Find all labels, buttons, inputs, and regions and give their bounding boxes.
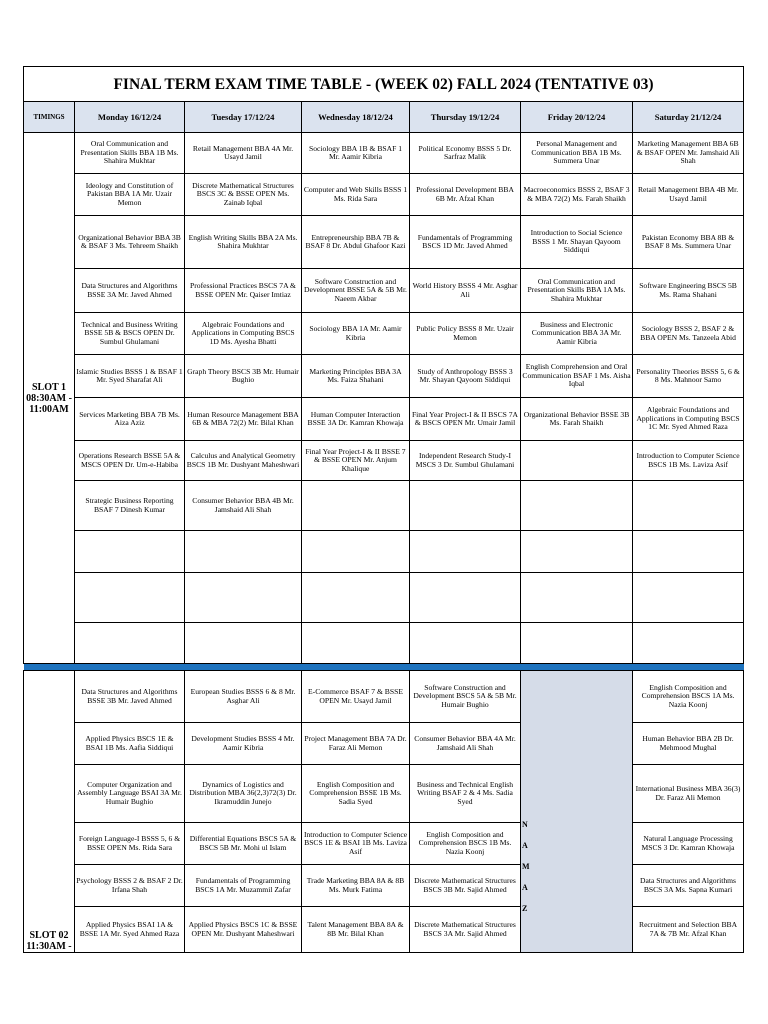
exam-cell: Differential Equations BSCS 5A & BSCS 5B Mr. Mohi ul Islam — [185, 823, 302, 865]
table-row — [24, 355, 744, 398]
table-row — [24, 823, 744, 865]
slot-1-name: SLOT 1 — [32, 381, 66, 393]
exam-cell: Development Studies BSSS 4 Mr. Aamir Kibria — [185, 723, 302, 765]
table-row — [24, 765, 744, 823]
exam-cell: Fundamentals of Programming BSCS 1A Mr. Muzammil Zafar — [185, 865, 302, 907]
exam-cell: Human Computer Interaction BSSE 3A Dr. Kamran Khowaja — [302, 398, 410, 441]
exam-cell — [75, 531, 185, 573]
slot-2-label — [24, 671, 75, 953]
exam-cell: Sociology BBA 1A Mr. Aamir Kibria — [302, 313, 410, 355]
exam-cell — [633, 623, 744, 664]
exam-cell: Study of Anthropology BSSS 3 Mr. Shayan Qayoom Siddiqui — [410, 355, 521, 398]
exam-cell — [302, 573, 410, 623]
exam-cell: Marketing Principles BBA 3A Ms. Faiza Shahani — [302, 355, 410, 398]
slot-separator — [24, 664, 744, 671]
exam-cell: Retail Management BBA 4B Mr. Usayd Jamil — [633, 174, 744, 216]
exam-cell: Applied Physics BSCS 1E & BSAI 1B Ms. Aafia Siddiqui — [75, 723, 185, 765]
exam-cell — [633, 531, 744, 573]
exam-cell — [410, 481, 521, 531]
exam-cell: Marketing Management BBA 6B & BSAF OPEN Mr. Jamshaid Ali Shah — [633, 133, 744, 174]
day-header-saturday: Saturday 21/12/24 — [633, 102, 744, 133]
exam-cell: Organizational Behavior BBA 3B & BSAF 3 Ms. Tehreem Shaikh — [75, 216, 185, 269]
table-row — [24, 133, 744, 174]
table-row — [24, 907, 744, 953]
table-row — [24, 573, 744, 623]
exam-cell: Software Construction and Development BSCS 5A & 5B Mr. Humair Bughio — [410, 671, 521, 723]
exam-cell: Psychology BSSS 2 & BSAF 2 Dr. Irfana Shah — [75, 865, 185, 907]
exam-cell: Introduction to Computer Science BSCS 1E & BSAI 1B Ms. Laviza Asif — [302, 823, 410, 865]
exam-cell: Human Behavior BBA 2B Dr. Mehmood Mughal — [633, 723, 744, 765]
exam-cell: Technical and Business Writing BSSE 5B & BSCS OPEN Dr. Sumbul Ghulamani — [75, 313, 185, 355]
day-header-tuesday: Tuesday 17/12/24 — [185, 102, 302, 133]
exam-cell: Natural Language Processing MSCS 3 Dr. Kamran Khowaja — [633, 823, 744, 865]
exam-cell: World History BSSS 4 Mr. Asghar Ali — [410, 269, 521, 313]
exam-cell: Sociology BBA 1B & BSAF 1 Mr. Aamir Kibria — [302, 133, 410, 174]
exam-cell — [410, 531, 521, 573]
exam-cell: Discrete Mathematical Structures BSCS 3B Mr. Sajid Ahmed — [410, 865, 521, 907]
timetable — [23, 66, 744, 953]
day-header-friday: Friday 20/12/24 — [521, 102, 633, 133]
table-row — [24, 671, 744, 723]
table-row — [24, 531, 744, 573]
exam-cell: Discrete Mathematical Structures BSCS 3C & BSSE OPEN Ms. Zainab Iqbal — [185, 174, 302, 216]
exam-cell: Professional Development BBA 6B Mr. Afzal Khan — [410, 174, 521, 216]
exam-cell: Foreign Language-I BSSS 5, 6 & BSSE OPEN Ms. Rida Sara — [75, 823, 185, 865]
exam-cell — [302, 623, 410, 664]
exam-cell: Personality Theories BSSS 5, 6 & 8 Ms. Mahnoor Samo — [633, 355, 744, 398]
exam-cell: Algebraic Foundations and Applications in Computing BSCS 1C Mr. Syed Ahmed Raza — [633, 398, 744, 441]
exam-cell: Entrepreneurship BBA 7B & BSAF 8 Dr. Abdul Ghafoor Kazi — [302, 216, 410, 269]
table-row — [24, 269, 744, 313]
exam-cell: Operations Research BSSE 5A & MSCS OPEN Dr. Um-e-Habiba — [75, 441, 185, 481]
slot-2-time: 11:30AM - — [26, 941, 72, 952]
exam-cell — [302, 531, 410, 573]
exam-cell — [75, 573, 185, 623]
table-row — [24, 441, 744, 481]
exam-cell — [185, 623, 302, 664]
exam-cell: Software Engineering BSCS 5B Ms. Rama Shahani — [633, 269, 744, 313]
table-row — [24, 398, 744, 441]
exam-cell: English Writing Skills BBA 2A Ms. Shahira Mukhtar — [185, 216, 302, 269]
slot-2-name: SLOT 02 — [29, 930, 69, 941]
exam-cell: Consumer Behavior BBA 4A Mr. Jamshaid Ali Shah — [410, 723, 521, 765]
timetable-sheet — [23, 66, 743, 953]
exam-cell: Data Structures and Algorithms BSCS 3A Ms. Sapna Kumari — [633, 865, 744, 907]
exam-cell — [521, 441, 633, 481]
exam-cell: English Composition and Comprehension BSSE 1B Ms. Sadia Syed — [302, 765, 410, 823]
exam-cell — [521, 573, 633, 623]
exam-cell: Graph Theory BSCS 3B Mr. Humair Bughio — [185, 355, 302, 398]
exam-cell: Data Structures and Algorithms BSSE 3A Mr. Javed Ahmed — [75, 269, 185, 313]
exam-cell: English Composition and Comprehension BSCS 1B Ms. Nazia Koonj — [410, 823, 521, 865]
exam-cell — [302, 481, 410, 531]
exam-cell: English Comprehension and Oral Communication BSAF 1 Ms. Aisha Iqbal — [521, 355, 633, 398]
namaz-letter: M — [522, 862, 530, 871]
exam-cell: Political Economy BSSS 5 Dr. Sarfraz Malik — [410, 133, 521, 174]
namaz-letter: Z — [522, 904, 528, 913]
exam-cell: Trade Marketing BBA 8A & 8B Ms. Murk Fatima — [302, 865, 410, 907]
table-row — [24, 723, 744, 765]
exam-cell: Project Management BBA 7A Dr. Faraz Ali Memon — [302, 723, 410, 765]
exam-cell: Organizational Behavior BSSE 3B Ms. Farah Shaikh — [521, 398, 633, 441]
table-row — [24, 481, 744, 531]
slot-1-time: 08:30AM - 11:00AM — [26, 392, 72, 415]
exam-cell: Public Policy BSSS 8 Mr. Uzair Memon — [410, 313, 521, 355]
exam-cell: E-Commerce BSAF 7 & BSSE OPEN Mr. Usayd Jamil — [302, 671, 410, 723]
table-row — [24, 623, 744, 664]
exam-cell: Fundamentals of Programming BSCS 1D Mr. Javed Ahmed — [410, 216, 521, 269]
exam-cell: Strategic Business Reporting BSAF 7 Dinesh Kumar — [75, 481, 185, 531]
exam-cell: Data Structures and Algorithms BSSE 3B Mr. Javed Ahmed — [75, 671, 185, 723]
exam-cell — [410, 623, 521, 664]
exam-cell: Business and Technical English Writing BSAF 2 & 4 Ms. Sadia Syed — [410, 765, 521, 823]
exam-cell: Sociology BSSS 2, BSAF 2 & BBA OPEN Ms. Tanzeela Abid — [633, 313, 744, 355]
exam-cell: Consumer Behavior BBA 4B Mr. Jamshaid Ali Shah — [185, 481, 302, 531]
exam-cell: European Studies BSSS 6 & 8 Mr. Asghar Ali — [185, 671, 302, 723]
exam-cell: Algebraic Foundations and Applications in Computing BSCS 1D Ms. Ayesha Bhatti — [185, 313, 302, 355]
exam-cell — [185, 573, 302, 623]
exam-cell — [410, 573, 521, 623]
exam-cell: Final Year Project-I & II BSSE 7 & BSSE OPEN Mr. Anjum Khalique — [302, 441, 410, 481]
namaz-break-cell — [521, 671, 633, 953]
table-row — [24, 216, 744, 269]
header-row — [24, 102, 744, 133]
exam-cell: Discrete Mathematical Structures BSCS 3A Mr. Sajid Ahmed — [410, 907, 521, 953]
exam-cell — [633, 573, 744, 623]
timings-header: TIMINGS — [24, 102, 75, 133]
exam-cell: Oral Communication and Presentation Skills BBA 1A Ms. Shahira Mukhtar — [521, 269, 633, 313]
exam-cell: Macroeconomics BSSS 2, BSAF 3 & MBA 72(2) Ms. Farah Shaikh — [521, 174, 633, 216]
exam-cell: Introduction to Social Science BSSS 1 Mr. Shayan Qayoom Siddiqui — [521, 216, 633, 269]
exam-cell: Professional Practices BSCS 7A & BSSE OPEN Mr. Qaiser Imtiaz — [185, 269, 302, 313]
table-row — [24, 865, 744, 907]
exam-cell: Talent Management BBA 8A & 8B Mr. Bilal Khan — [302, 907, 410, 953]
exam-cell: Software Construction and Development BSSE 5A & 5B Mr. Naeem Akbar — [302, 269, 410, 313]
slot-1-label — [24, 133, 75, 664]
exam-cell: Human Resource Management BBA 6B & MBA 72(2) Mr. Bilal Khan — [185, 398, 302, 441]
exam-cell: English Composition and Comprehension BSCS 1A Ms. Nazia Koonj — [633, 671, 744, 723]
exam-cell — [521, 481, 633, 531]
exam-cell — [75, 623, 185, 664]
exam-cell: Applied Physics BSCS 1C & BSSE OPEN Mr. Dushyant Maheshwari — [185, 907, 302, 953]
exam-cell: Recruitment and Selection BBA 7A & 7B Mr. Afzal Khan — [633, 907, 744, 953]
day-header-wednesday: Wednesday 18/12/24 — [302, 102, 410, 133]
exam-cell: Pakistan Economy BBA 8B & BSAF 8 Ms. Summera Unar — [633, 216, 744, 269]
exam-cell: Introduction to Computer Science BSCS 1B Ms. Laviza Asif — [633, 441, 744, 481]
exam-cell: Final Year Project-I & II BSCS 7A & BSCS OPEN Mr. Umair Jamil — [410, 398, 521, 441]
exam-cell: Computer Organization and Assembly Language BSAI 3A Mr. Humair Bughio — [75, 765, 185, 823]
exam-cell — [633, 481, 744, 531]
exam-cell: Dynamics of Logistics and Distribution MBA 36(2,3)72(3) Dr. Ikramuddin Junejo — [185, 765, 302, 823]
namaz-letter: N — [522, 820, 528, 829]
exam-cell: Independent Research Study-I MSCS 3 Dr. Sumbul Ghulamani — [410, 441, 521, 481]
namaz-letter: A — [522, 883, 528, 892]
exam-cell — [521, 623, 633, 664]
exam-cell: Applied Physics BSAI 1A & BSSE 1A Mr. Syed Ahmed Raza — [75, 907, 185, 953]
exam-cell: International Business MBA 36(3) Dr. Faraz Ali Memon — [633, 765, 744, 823]
table-row — [24, 313, 744, 355]
exam-cell: Business and Electronic Communication BBA 3A Mr. Aamir Kibria — [521, 313, 633, 355]
exam-cell: Oral Communication and Presentation Skills BBA 1B Ms. Shahira Mukhtar — [75, 133, 185, 174]
exam-cell: Computer and Web Skills BSSS 1 Ms. Rida Sara — [302, 174, 410, 216]
exam-cell: Ideology and Constitution of Pakistan BBA 1A Mr. Uzair Memon — [75, 174, 185, 216]
page-title: FINAL TERM EXAM TIME TABLE - (WEEK 02) FALL 2024 (TENTATIVE 03) — [24, 67, 744, 102]
namaz-letter: A — [522, 841, 528, 850]
day-header-thursday: Thursday 19/12/24 — [410, 102, 521, 133]
exam-cell — [185, 531, 302, 573]
exam-cell: Islamic Studies BSSS 1 & BSAF 1 Mr. Syed Sharafat Ali — [75, 355, 185, 398]
exam-cell: Services Marketing BBA 7B Ms. Aiza Aziz — [75, 398, 185, 441]
day-header-monday: Monday 16/12/24 — [75, 102, 185, 133]
separator-bar — [24, 664, 744, 671]
exam-cell: Personal Management and Communication BBA 1B Ms. Summera Unar — [521, 133, 633, 174]
exam-cell — [521, 531, 633, 573]
exam-cell: Calculus and Analytical Geometry BSCS 1B Mr. Dushyant Maheshwari — [185, 441, 302, 481]
table-row — [24, 174, 744, 216]
exam-cell: Retail Management BBA 4A Mr. Usayd Jamil — [185, 133, 302, 174]
